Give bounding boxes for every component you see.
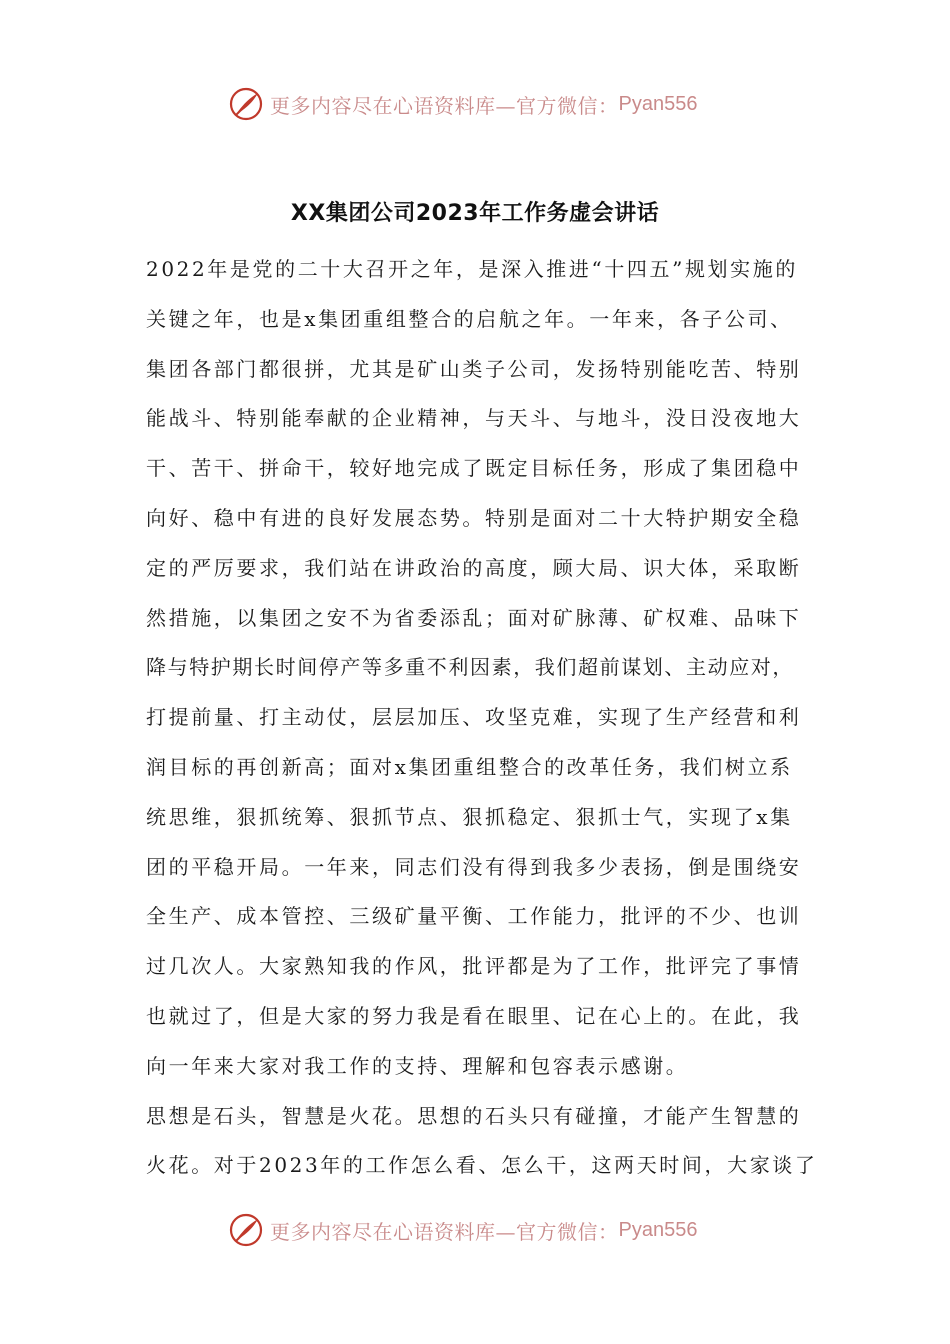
header-banner-text: 更多内容尽在心语资料库—官方微信： xyxy=(270,93,619,118)
quill-logo-icon xyxy=(228,1212,264,1248)
footer-banner-text: 更多内容尽在心语资料库—官方微信： xyxy=(270,1219,619,1244)
body-line: 干、苦干、拼命干，较好地完成了既定目标任务，形成了集团稳中 xyxy=(146,456,802,481)
body-line: 团的平稳开局。一年来，同志们没有得到我多少表扬，倒是围绕安 xyxy=(146,854,802,879)
header-wechat-id: Pyan556 xyxy=(618,92,698,115)
body-line: 全生产、成本管控、三级矿量平衡、工作能力，批评的不少、也训 xyxy=(146,904,802,929)
document-title: XX集团公司2023年工作务虚会讲话 xyxy=(290,201,660,226)
body-line: 向好、稳中有进的良好发展态势。特别是面对二十大特护期安全稳 xyxy=(146,505,802,530)
header-watermark-banner xyxy=(228,82,748,126)
body-line: 思想是石头，智慧是火花。思想的石头只有碰撞，才能产生智慧的 xyxy=(146,1103,802,1128)
quill-logo-icon xyxy=(228,86,264,122)
body-line: 定的严厉要求，我们站在讲政治的高度，顾大局、识大体，采取断 xyxy=(146,555,802,580)
footer-watermark-banner xyxy=(228,1208,748,1252)
body-line: 能战斗、特别能奉献的企业精神，与天斗、与地斗，没日没夜地大 xyxy=(146,406,802,431)
body-line: 统思维，狠抓统筹、狠抓节点、狠抓稳定、狠抓士气，实现了x集 xyxy=(146,804,793,829)
body-line: 降与特护期长时间停产等多重不利因素，我们超前谋划、主动应对， xyxy=(146,655,794,680)
body-line: 集团各部门都很拼，尤其是矿山类子公司，发扬特别能吃苦、特别 xyxy=(146,356,802,381)
body-line: 也就过了，但是大家的努力我是看在眼里、记在心上的。在此，我 xyxy=(146,1003,802,1028)
body-line: 关键之年，也是x集团重组整合的启航之年。一年来，各子公司、 xyxy=(146,306,793,331)
body-line: 润目标的再创新高；面对x集团重组整合的改革任务，我们树立系 xyxy=(146,754,793,779)
body-line: 过几次人。大家熟知我的作风，批评都是为了工作，批评完了事情 xyxy=(146,954,802,979)
document-body xyxy=(146,245,822,1191)
body-line: 打提前量、打主动仗，层层加压、攻坚克难，实现了生产经营和利 xyxy=(146,705,802,730)
body-line: 然措施，以集团之安不为省委添乱；面对矿脉薄、矿权难、品味下 xyxy=(146,605,802,630)
body-line: 2022年是党的二十大召开之年，是深入推进“十四五”规划实施的 xyxy=(146,257,798,281)
footer-wechat-id: Pyan556 xyxy=(618,1218,698,1241)
body-line: 向一年来大家对我工作的支持、理解和包容表示感谢。 xyxy=(146,1053,689,1078)
body-line: 火花。对于2023年的工作怎么看、怎么干，这两天时间，大家谈了 xyxy=(146,1153,818,1178)
